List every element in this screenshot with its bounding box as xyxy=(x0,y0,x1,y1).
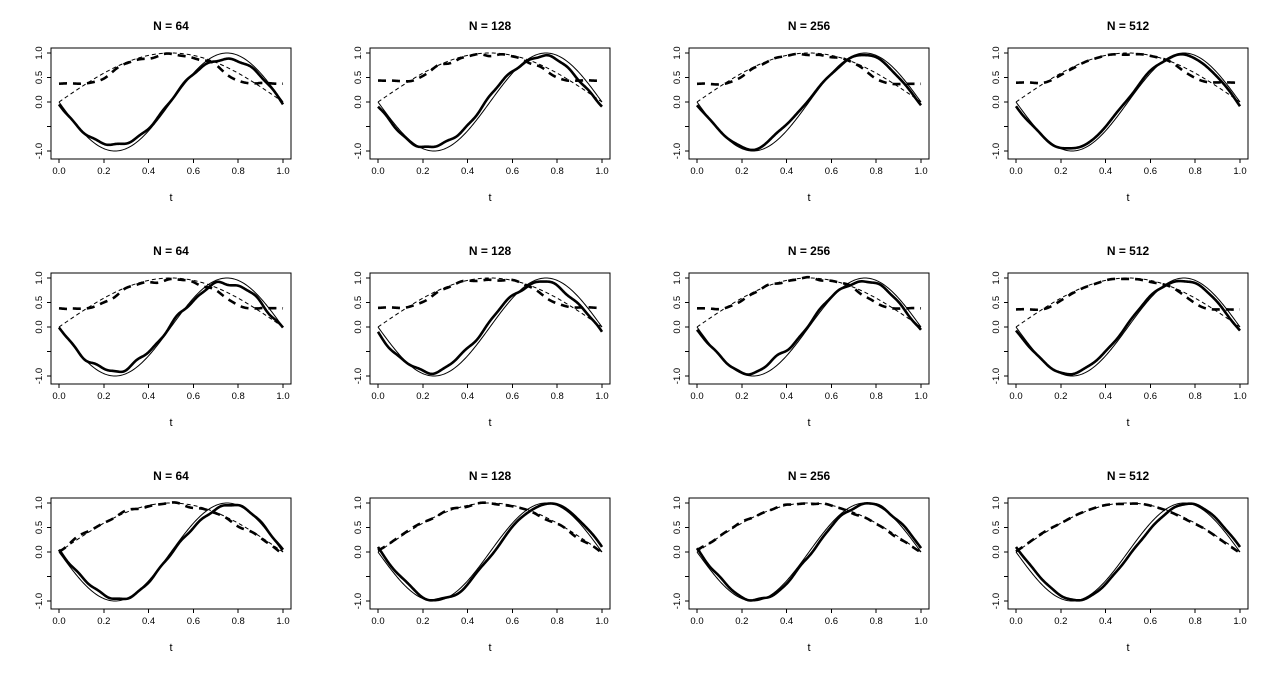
y-tick-label: 0.0 xyxy=(34,320,45,334)
x-tick-label: 0.8 xyxy=(231,391,245,402)
plot-box xyxy=(1008,273,1248,384)
y-tick-label: -1.0 xyxy=(991,592,1002,610)
curves xyxy=(378,53,602,151)
true-curve-sine2pi xyxy=(378,278,602,376)
x-tick-label: 0.4 xyxy=(779,391,794,402)
x-tick-label: 1.0 xyxy=(914,166,928,177)
y-tick-label: 0.0 xyxy=(353,545,364,559)
x-tick-label: 1.0 xyxy=(1233,391,1247,402)
x-tick-label: 0.2 xyxy=(97,166,111,177)
true-curve-sinepi xyxy=(59,278,283,327)
x-axis-label: t xyxy=(807,417,811,429)
x-tick-label: 1.0 xyxy=(276,391,290,402)
panel-title: N = 64 xyxy=(153,244,189,258)
x-tick-label: 0.6 xyxy=(186,616,201,627)
x-tick-label: 0.6 xyxy=(505,616,520,627)
panel-title: N = 64 xyxy=(153,469,189,483)
x-axis-label: t xyxy=(488,417,492,429)
panel-r2c1 xyxy=(0,225,319,450)
y-tick-label: 0.0 xyxy=(353,95,364,109)
y-tick-label: 0.5 xyxy=(672,70,683,85)
x-tick-label: 0.0 xyxy=(1009,391,1023,402)
y-tick-label: -1.0 xyxy=(353,592,364,610)
curves xyxy=(697,277,921,376)
curves xyxy=(59,502,283,601)
y-tick-label: 0.5 xyxy=(991,70,1002,85)
x-axis-label: t xyxy=(1126,642,1130,654)
plot-box xyxy=(689,273,929,384)
x-tick-label: 0.2 xyxy=(97,391,111,402)
estimate-curve-solid xyxy=(378,55,602,147)
x-tick-label: 1.0 xyxy=(1233,166,1247,177)
x-tick-label: 0.2 xyxy=(416,616,430,627)
x-tick-label: 0.6 xyxy=(824,391,839,402)
y-tick-label: 0.5 xyxy=(353,70,364,85)
y-tick-label: 0.5 xyxy=(34,295,45,310)
x-axis-label: t xyxy=(807,192,811,204)
panel-title: N = 64 xyxy=(153,19,189,33)
x-axis-label: t xyxy=(1126,192,1130,204)
y-tick-label: 0.0 xyxy=(672,95,683,109)
estimate-curve-dashed xyxy=(59,279,283,309)
x-tick-label: 1.0 xyxy=(595,166,609,177)
x-tick-label: 0.4 xyxy=(779,616,794,627)
x-axis-label: t xyxy=(488,192,492,204)
panel-title: N = 128 xyxy=(468,244,512,258)
true-curve-sinepi xyxy=(697,278,921,327)
y-tick-label: 1.0 xyxy=(353,496,364,510)
x-tick-label: 0.0 xyxy=(690,391,704,402)
panel-r1c3 xyxy=(638,0,957,225)
x-tick-label: 0.2 xyxy=(416,166,430,177)
y-tick-label: 0.0 xyxy=(991,545,1002,559)
curves xyxy=(378,278,602,376)
panel-r3c4 xyxy=(957,450,1276,675)
x-tick-label: 0.8 xyxy=(231,616,245,627)
x-tick-label: 0.6 xyxy=(824,616,839,627)
x-tick-label: 0.8 xyxy=(1188,391,1202,402)
plot-box xyxy=(370,48,610,159)
curves xyxy=(59,278,283,376)
plot-box xyxy=(689,498,929,609)
y-tick-label: 0.5 xyxy=(34,70,45,85)
estimate-curve-dashed xyxy=(1016,54,1240,83)
y-tick-label: 1.0 xyxy=(991,46,1002,60)
y-tick-label: -1.0 xyxy=(672,142,683,160)
x-axis-label: t xyxy=(169,417,173,429)
x-axis-label: t xyxy=(169,192,173,204)
plot-box xyxy=(370,273,610,384)
x-tick-label: 0.4 xyxy=(460,616,475,627)
x-tick-label: 0.2 xyxy=(1054,616,1068,627)
x-tick-label: 0.0 xyxy=(371,616,385,627)
x-tick-label: 0.8 xyxy=(231,166,245,177)
x-tick-label: 0.0 xyxy=(52,166,66,177)
panel-title: N = 512 xyxy=(1106,244,1150,258)
y-tick-label: -1.0 xyxy=(34,592,45,610)
curves xyxy=(378,503,602,601)
x-tick-label: 0.4 xyxy=(141,616,156,627)
panel-title: N = 256 xyxy=(787,244,831,258)
y-tick-label: 1.0 xyxy=(991,496,1002,510)
y-tick-label: 1.0 xyxy=(672,46,683,60)
true-curve-sinepi xyxy=(1016,278,1240,327)
x-tick-label: 1.0 xyxy=(1233,616,1247,627)
y-tick-label: 0.0 xyxy=(672,320,683,334)
plot-box xyxy=(51,48,291,159)
x-tick-label: 0.0 xyxy=(52,391,66,402)
x-tick-label: 0.8 xyxy=(1188,616,1202,627)
estimate-curve-dashed xyxy=(1016,279,1240,310)
y-tick-label: 1.0 xyxy=(353,46,364,60)
true-curve-sinepi xyxy=(59,53,283,102)
panel-title: N = 128 xyxy=(468,19,512,33)
estimate-curve-dashed xyxy=(59,54,283,84)
x-tick-label: 0.6 xyxy=(1143,166,1158,177)
y-tick-label: -1.0 xyxy=(672,367,683,385)
y-tick-label: 0.5 xyxy=(672,520,683,535)
x-tick-label: 0.4 xyxy=(1098,616,1113,627)
plot-box xyxy=(51,273,291,384)
x-axis-label: t xyxy=(1126,417,1130,429)
x-tick-label: 1.0 xyxy=(276,166,290,177)
x-tick-label: 0.4 xyxy=(1098,391,1113,402)
x-tick-label: 0.6 xyxy=(505,166,520,177)
x-tick-label: 0.6 xyxy=(186,391,201,402)
y-tick-label: 0.0 xyxy=(991,95,1002,109)
panel-r2c2 xyxy=(319,225,638,450)
x-tick-label: 0.2 xyxy=(735,616,749,627)
y-tick-label: 0.0 xyxy=(34,95,45,109)
y-tick-label: 0.5 xyxy=(672,295,683,310)
true-curve-sine2pi xyxy=(697,503,921,601)
y-tick-label: -1.0 xyxy=(991,142,1002,160)
x-tick-label: 0.6 xyxy=(186,166,201,177)
panel-title: N = 512 xyxy=(1106,19,1150,33)
estimate-curve-dashed xyxy=(697,54,921,85)
x-tick-label: 1.0 xyxy=(595,616,609,627)
x-axis-label: t xyxy=(807,642,811,654)
x-tick-label: 0.2 xyxy=(97,616,111,627)
curves xyxy=(1016,53,1240,151)
y-tick-label: -1.0 xyxy=(672,592,683,610)
true-curve-sinepi xyxy=(697,53,921,102)
estimate-curve-dashed xyxy=(697,277,921,309)
curves xyxy=(1016,278,1240,376)
y-tick-label: 1.0 xyxy=(991,271,1002,285)
panel-title: N = 256 xyxy=(787,469,831,483)
y-tick-label: 0.5 xyxy=(34,520,45,535)
panel-r3c3 xyxy=(638,450,957,675)
curves xyxy=(1016,503,1240,601)
y-tick-label: 0.5 xyxy=(991,295,1002,310)
x-axis-label: t xyxy=(169,642,173,654)
y-tick-label: 1.0 xyxy=(353,271,364,285)
y-tick-label: 0.5 xyxy=(353,520,364,535)
x-tick-label: 0.2 xyxy=(1054,166,1068,177)
y-tick-label: 1.0 xyxy=(34,496,45,510)
x-tick-label: 0.2 xyxy=(1054,391,1068,402)
curves xyxy=(697,503,921,601)
x-tick-label: 0.6 xyxy=(505,391,520,402)
y-tick-label: -1.0 xyxy=(991,367,1002,385)
x-tick-label: 0.4 xyxy=(779,166,794,177)
panel-r1c2 xyxy=(319,0,638,225)
x-tick-label: 0.8 xyxy=(869,616,883,627)
estimate-curve-solid xyxy=(59,282,283,372)
estimate-curve-solid xyxy=(697,281,921,374)
x-tick-label: 0.2 xyxy=(735,391,749,402)
x-tick-label: 0.8 xyxy=(1188,166,1202,177)
x-tick-label: 0.4 xyxy=(460,166,475,177)
x-tick-label: 0.0 xyxy=(371,391,385,402)
x-tick-label: 0.8 xyxy=(869,391,883,402)
y-tick-label: -1.0 xyxy=(34,367,45,385)
x-tick-label: 0.4 xyxy=(141,391,156,402)
x-tick-label: 0.8 xyxy=(550,166,564,177)
y-tick-label: -1.0 xyxy=(34,142,45,160)
x-tick-label: 0.0 xyxy=(690,616,704,627)
x-tick-label: 1.0 xyxy=(914,616,928,627)
x-tick-label: 0.2 xyxy=(416,391,430,402)
y-tick-label: 0.0 xyxy=(991,320,1002,334)
x-tick-label: 0.4 xyxy=(141,166,156,177)
y-tick-label: 0.5 xyxy=(991,520,1002,535)
panel-r1c4 xyxy=(957,0,1276,225)
y-tick-label: 1.0 xyxy=(672,271,683,285)
x-tick-label: 0.6 xyxy=(1143,616,1158,627)
x-tick-label: 0.4 xyxy=(1098,166,1113,177)
x-tick-label: 1.0 xyxy=(276,616,290,627)
x-tick-label: 0.0 xyxy=(690,166,704,177)
x-tick-label: 0.6 xyxy=(1143,391,1158,402)
estimate-curve-dashed xyxy=(378,280,602,308)
x-axis-label: t xyxy=(488,642,492,654)
panel-r2c3 xyxy=(638,225,957,450)
y-tick-label: 1.0 xyxy=(672,496,683,510)
x-tick-label: 0.8 xyxy=(869,166,883,177)
estimate-curve-solid xyxy=(59,59,283,145)
curves xyxy=(59,53,283,151)
x-tick-label: 0.0 xyxy=(1009,166,1023,177)
y-tick-label: 0.5 xyxy=(353,295,364,310)
x-tick-label: 0.0 xyxy=(52,616,66,627)
panel-r3c1 xyxy=(0,450,319,675)
x-tick-label: 1.0 xyxy=(595,391,609,402)
panel-r1c1 xyxy=(0,0,319,225)
y-tick-label: 0.0 xyxy=(672,545,683,559)
x-tick-label: 0.4 xyxy=(460,391,475,402)
x-tick-label: 0.0 xyxy=(371,166,385,177)
y-tick-label: -1.0 xyxy=(353,367,364,385)
y-tick-label: 0.0 xyxy=(34,545,45,559)
y-tick-label: -1.0 xyxy=(353,142,364,160)
x-tick-label: 1.0 xyxy=(914,391,928,402)
panel-title: N = 256 xyxy=(787,19,831,33)
y-tick-label: 0.0 xyxy=(353,320,364,334)
x-tick-label: 0.8 xyxy=(550,391,564,402)
panel-title: N = 512 xyxy=(1106,469,1150,483)
y-tick-label: 1.0 xyxy=(34,46,45,60)
x-tick-label: 0.8 xyxy=(550,616,564,627)
panel-r2c4 xyxy=(957,225,1276,450)
curves xyxy=(697,53,921,151)
x-tick-label: 0.2 xyxy=(735,166,749,177)
panel-r3c2 xyxy=(319,450,638,675)
true-curve-sinepi xyxy=(1016,53,1240,102)
x-tick-label: 0.6 xyxy=(824,166,839,177)
x-tick-label: 0.0 xyxy=(1009,616,1023,627)
y-tick-label: 1.0 xyxy=(34,271,45,285)
panel-title: N = 128 xyxy=(468,469,512,483)
plot-box xyxy=(689,48,929,159)
plot-box xyxy=(1008,48,1248,159)
